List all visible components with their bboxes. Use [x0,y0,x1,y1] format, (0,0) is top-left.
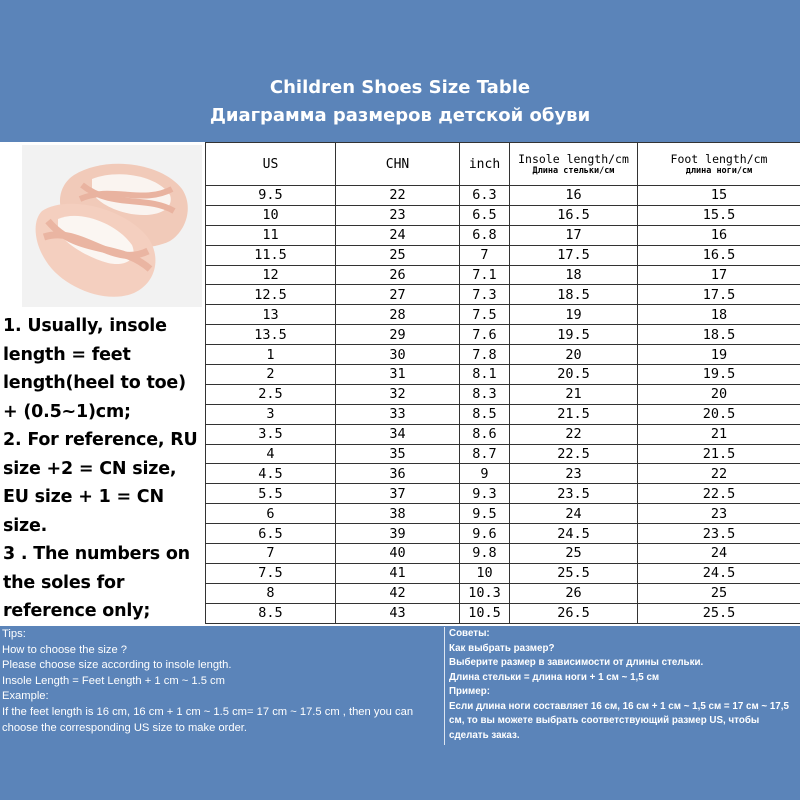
cell-foot: 18 [638,305,800,325]
cell-inch: 10 [460,563,510,583]
table-row [206,464,800,484]
table-row [206,345,800,365]
cell-us: 2 [206,365,336,385]
tips-en-line: If the feet length is 16 cm, 16 cm + 1 cm ~ 1.5 cm= 17 cm ~ 17.5 cm , then you can choose the corresponding US size to make order. [2,705,414,734]
size-notes [3,312,205,626]
cell-us: 6 [206,504,336,524]
cell-insole: 26.5 [510,603,638,623]
cell-us: 9.5 [206,186,336,206]
cell-us: 2.5 [206,384,336,404]
cell-chn: 26 [336,265,460,285]
table-row [206,365,800,385]
table-row [206,265,800,285]
note-2: 2. For reference, RU size +2 = CN size, EU size + 1 = CN size. [3,430,198,536]
cell-insole: 18.5 [510,285,638,305]
cell-inch: 6.5 [460,205,510,225]
header-foot-en: Foot length/cm [670,151,768,166]
cell-foot: 19 [638,345,800,365]
cell-insole: 20 [510,345,638,365]
tips-ru-line: Если длина ноги составляет 16 см, 16 см + 1 см ~ 1,5 см = 17 см ~ 17,5 см, то вы можете выбрать соответствующий размер US, чтобы сделать заказ. [449,700,789,741]
tips-ru-line: Советы: [449,628,490,639]
table-row [206,524,800,544]
table-header-row [206,143,800,186]
cell-foot: 23.5 [638,524,800,544]
cell-chn: 29 [336,325,460,345]
cell-us: 12 [206,265,336,285]
cell-chn: 25 [336,245,460,265]
header-foot [638,143,800,186]
cell-insole: 19.5 [510,325,638,345]
cell-inch: 7.6 [460,325,510,345]
cell-foot: 25 [638,583,800,603]
cell-foot: 15 [638,186,800,206]
header-insole [510,143,638,186]
cell-inch: 9.3 [460,484,510,504]
note-1: 1. Usually, insole length = feet length(heel to toe) + (0.5~1)cm; [3,316,186,422]
cell-insole: 24.5 [510,524,638,544]
tips-ru-line: Как выбрать размер? [449,642,555,654]
cell-chn: 35 [336,444,460,464]
cell-chn: 41 [336,563,460,583]
cell-foot: 21.5 [638,444,800,464]
table-row [206,186,800,206]
table-row [206,245,800,265]
cell-inch: 9.8 [460,544,510,564]
header [0,60,800,140]
cell-insole: 17 [510,225,638,245]
cell-foot: 15.5 [638,205,800,225]
cell-inch: 8.3 [460,384,510,404]
cell-inch: 10.3 [460,583,510,603]
cell-us: 13 [206,305,336,325]
cell-foot: 20.5 [638,404,800,424]
cell-chn: 24 [336,225,460,245]
cell-inch: 7.8 [460,345,510,365]
table-row [206,484,800,504]
cell-foot: 17.5 [638,285,800,305]
tips-en-line: How to choose the size ? [2,643,127,656]
cell-foot: 25.5 [638,603,800,623]
cell-chn: 40 [336,544,460,564]
header-insole-ru: Длина стельки/см [532,165,615,176]
table-row [206,384,800,404]
cell-foot: 22 [638,464,800,484]
main-panel [0,142,800,626]
cell-inch: 9.6 [460,524,510,544]
table-row [206,205,800,225]
cell-insole: 17.5 [510,245,638,265]
cell-inch: 8.6 [460,424,510,444]
table-row [206,504,800,524]
cell-chn: 32 [336,384,460,404]
table-row [206,603,800,623]
tips-ru-line: Выберите размер в зависимости от длины стельки. [449,657,704,668]
tips-russian [449,627,799,747]
table-row [206,285,800,305]
cell-foot: 19.5 [638,365,800,385]
cell-insole: 21 [510,384,638,404]
ballet-shoe-icon [22,145,202,307]
cell-inch: 7.1 [460,265,510,285]
tips-english [2,627,442,747]
cell-foot: 17 [638,265,800,285]
cell-chn: 30 [336,345,460,365]
cell-insole: 16.5 [510,205,638,225]
cell-us: 7.5 [206,563,336,583]
left-column [0,142,205,626]
note-3: 3 . The numbers on the soles for reference only; [3,544,190,621]
cell-inch: 6.3 [460,186,510,206]
cell-us: 10 [206,205,336,225]
table-row [206,583,800,603]
table-row [206,404,800,424]
table-row [206,325,800,345]
cell-insole: 16 [510,186,638,206]
size-table [205,142,800,624]
cell-chn: 28 [336,305,460,325]
cell-inch: 10.5 [460,603,510,623]
table-row [206,544,800,564]
cell-chn: 42 [336,583,460,603]
cell-foot: 21 [638,424,800,444]
header-foot-ru: длина ноги/см [685,165,753,176]
cell-us: 1 [206,345,336,365]
cell-insole: 22.5 [510,444,638,464]
cell-chn: 33 [336,404,460,424]
cell-insole: 24 [510,504,638,524]
cell-us: 8.5 [206,603,336,623]
cell-chn: 23 [336,205,460,225]
cell-us: 11.5 [206,245,336,265]
cell-insole: 25 [510,544,638,564]
cell-chn: 22 [336,186,460,206]
cell-inch: 7.3 [460,285,510,305]
cell-chn: 27 [336,285,460,305]
cell-insole: 22 [510,424,638,444]
cell-foot: 22.5 [638,484,800,504]
cell-us: 4 [206,444,336,464]
ballet-shoe-image [22,145,202,307]
cell-insole: 20.5 [510,365,638,385]
cell-chn: 36 [336,464,460,484]
cell-us: 7 [206,544,336,564]
table-row [206,444,800,464]
table-body [206,186,800,624]
tips-en-line: Insole Length = Feet Length + 1 cm ~ 1.5 cm [2,674,225,687]
cell-chn: 39 [336,524,460,544]
cell-insole: 21.5 [510,404,638,424]
cell-chn: 34 [336,424,460,444]
table-row [206,225,800,245]
tips-divider [444,627,445,745]
title-english: Children Shoes Size Table [269,77,531,98]
cell-inch: 9.5 [460,504,510,524]
header-us: US [206,143,336,186]
cell-us: 8 [206,583,336,603]
cell-inch: 8.7 [460,444,510,464]
cell-us: 3 [206,404,336,424]
title-russian: Диаграмма размеров детской обуви [209,105,591,126]
cell-us: 12.5 [206,285,336,305]
cell-us: 3.5 [206,424,336,444]
table-row [206,305,800,325]
tips-ru-line: Пример: [449,686,490,697]
cell-chn: 38 [336,504,460,524]
cell-inch: 7 [460,245,510,265]
header-chn: CHN [336,143,460,186]
cell-us: 13.5 [206,325,336,345]
cell-foot: 20 [638,384,800,404]
cell-insole: 25.5 [510,563,638,583]
tips-en-line: Example: [2,690,49,703]
cell-foot: 24.5 [638,563,800,583]
cell-inch: 9 [460,464,510,484]
header-inch: inch [460,143,510,186]
cell-chn: 37 [336,484,460,504]
tips-ru-line: Длина стельки = длина ноги + 1 см ~ 1,5 см [449,671,660,683]
cell-us: 4.5 [206,464,336,484]
cell-insole: 19 [510,305,638,325]
cell-us: 5.5 [206,484,336,504]
cell-insole: 26 [510,583,638,603]
cell-inch: 8.1 [460,365,510,385]
cell-foot: 24 [638,544,800,564]
cell-chn: 43 [336,603,460,623]
cell-insole: 23 [510,464,638,484]
cell-us: 6.5 [206,524,336,544]
cell-us: 11 [206,225,336,245]
cell-inch: 8.5 [460,404,510,424]
cell-inch: 6.8 [460,225,510,245]
table-row [206,424,800,444]
cell-foot: 16 [638,225,800,245]
tips-en-line: Tips: [2,628,26,640]
cell-foot: 18.5 [638,325,800,345]
tips-en-line: Please choose size according to insole length. [2,659,232,672]
cell-inch: 7.5 [460,305,510,325]
header-insole-en: Insole length/cm [518,151,629,166]
cell-chn: 31 [336,365,460,385]
cell-insole: 23.5 [510,484,638,504]
cell-insole: 18 [510,265,638,285]
table-row [206,563,800,583]
cell-foot: 23 [638,504,800,524]
cell-foot: 16.5 [638,245,800,265]
